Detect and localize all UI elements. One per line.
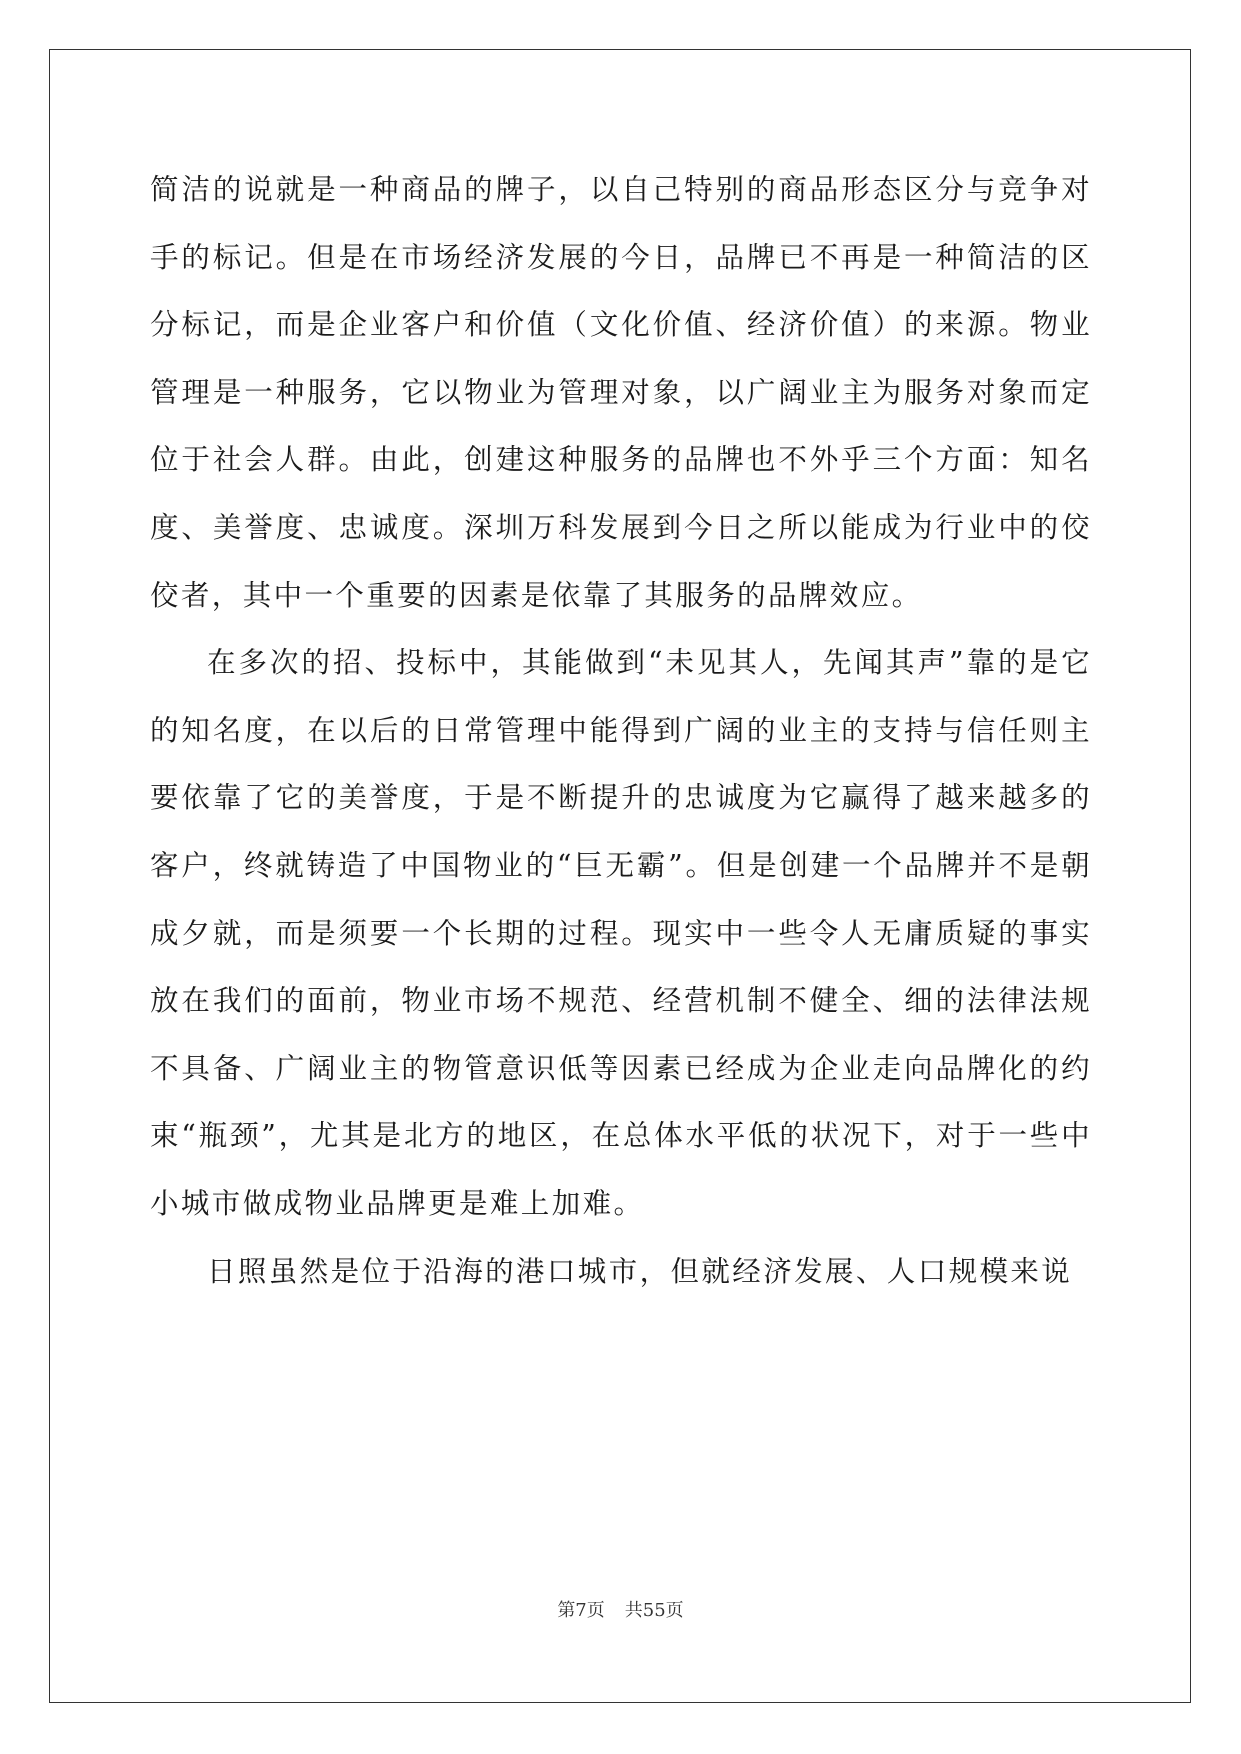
document-body <box>150 156 1092 1305</box>
page-number: 第7页 <box>557 1600 605 1621</box>
paragraph-3: 日照虽然是位于沿海的港口城市，但就经济发展、人口规模来说 <box>207 1254 1073 1288</box>
page-footer <box>0 1596 1241 1622</box>
page-total: 共55页 <box>624 1600 684 1621</box>
paragraph-1: 简洁的说就是一种商品的牌子，以自己特别的商品形态区分与竞争对手的标记。但是在市场经济发展的今日，品牌已不再是一种简洁的区分标记，而是企业客户和价值（文化价值、经济价值）的来源。物业管理是一种服务，它以物业为管理对象，以广阔业主为服务对象而定位于社会人群。由此，创建这种服务的品牌也不外乎三个方面：知名度、美誉度、忠诚度。深圳万科发展到今日之所以能成为行业中的佼佼者，其中一个重要的因素是依靠了其服务的品牌效应。 <box>150 173 1092 612</box>
paragraph-2: 在多次的招、投标中，其能做到“未见其人，先闻其声”靠的是它的知名度，在以后的日常管理中能得到广阔的业主的支持与信任则主要依靠了它的美誉度，于是不断提升的忠诚度为它赢得了越来越多的客户，终就铸造了中国物业的“巨无霸”。但是创建一个品牌并不是朝成夕就，而是须要一个长期的过程。现实中一些令人无庸质疑的事实放在我们的面前，物业市场不规范、经营机制不健全、细的法律法规不具备、广阔业主的物管意识低等因素已经成为企业走向品牌化的约束“瓶颈”，尤其是北方的地区，在总体水平低的状况下，对于一些中小城市做成物业品牌更是难上加难。 <box>150 646 1092 1220</box>
